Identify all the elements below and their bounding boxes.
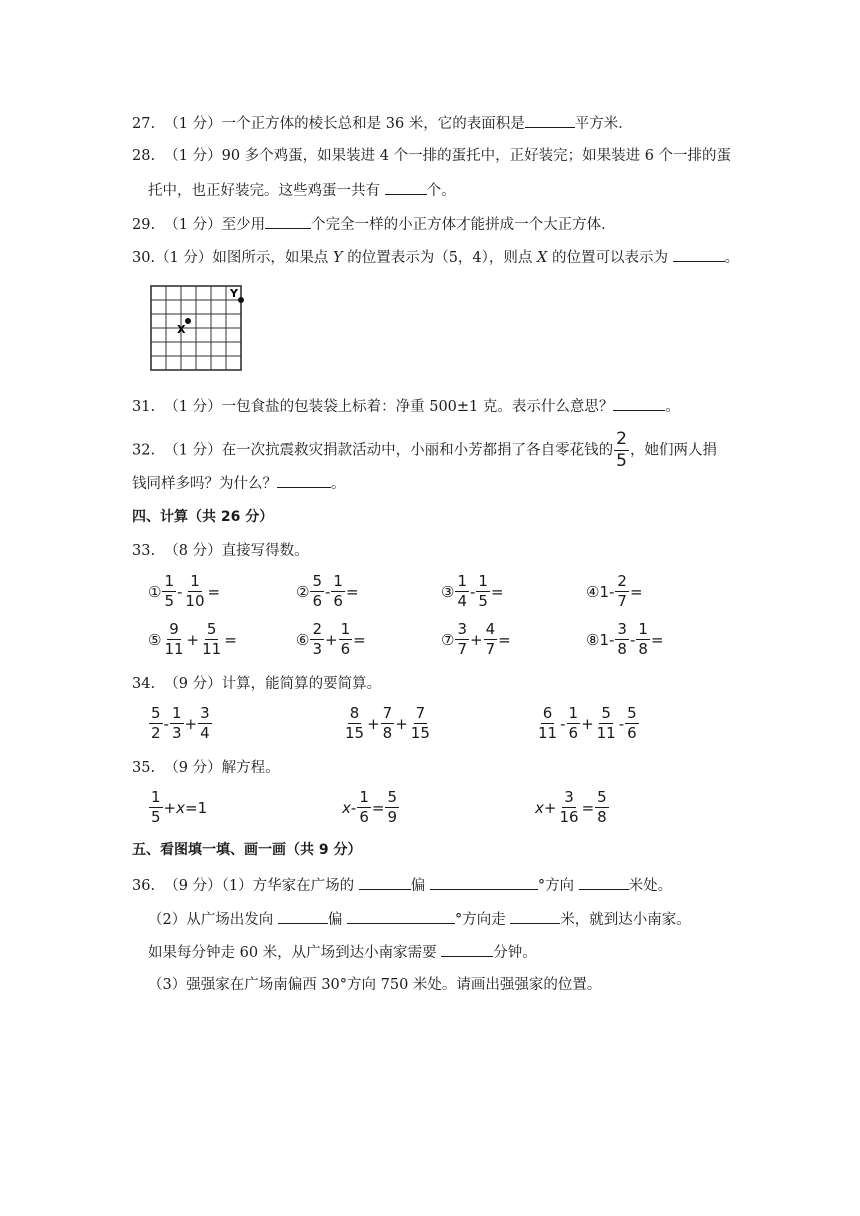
item-index: ⑥ — [296, 630, 310, 649]
operator: - — [177, 582, 183, 601]
operator: - — [163, 714, 169, 733]
fraction: $\frac{2}{7}$ — [617, 572, 627, 610]
fraction: $\frac{5}{6}$ — [627, 704, 637, 742]
operator: = — [345, 582, 359, 601]
fraction: $\frac{3}{8}$ — [617, 620, 627, 658]
operator: + — [395, 714, 408, 733]
operator: = — [353, 630, 366, 649]
fraction: $\frac{5}{9}$ — [387, 788, 397, 826]
coordinate-grid — [150, 285, 250, 373]
operator: = — [224, 630, 237, 649]
fraction: $\frac{3}{4}$ — [200, 704, 210, 742]
fraction: $\frac{1}{6}$ — [359, 788, 369, 826]
operator: + — [581, 714, 594, 733]
question-31: 31. （1 分）一包食盐的包装袋上标着：净重 500±1 克。表示什么意思？ 。 — [132, 395, 680, 417]
fraction: $\frac{4}{7}$ — [485, 620, 496, 658]
fraction: $\frac{1}{8}$ — [638, 620, 648, 658]
question-32: 32. （1 分）在一次抗震救灾捐款活动中，小丽和小芳都捐了各自零花钱的 $\frac{2}{5}$ ，她们两人捐 — [132, 429, 717, 471]
label-y: Y — [230, 287, 238, 300]
variable: x — [342, 798, 351, 817]
expression — [296, 621, 366, 658]
fraction: $\frac{3}{7}$ — [457, 620, 467, 658]
expression — [148, 573, 220, 610]
question-34: 34. （9 分）计算，能简算的要简算。 — [132, 676, 382, 692]
fraction: $\frac{1}{6}$ — [333, 572, 343, 610]
operator: - — [629, 630, 636, 649]
expression — [535, 705, 640, 742]
fraction: $\frac{3}{16}$ — [559, 788, 579, 826]
fraction: $\frac{6}{11}$ — [538, 704, 558, 742]
question-36-part3: （3）强强家在广场南偏西 30°方向 750 米处。请画出强强家的位置。 — [148, 977, 602, 993]
fraction: $\frac{5}{8}$ — [597, 788, 607, 826]
fraction: $\frac{5}{11}$ — [202, 620, 222, 658]
fraction: $\frac{7}{15}$ — [410, 704, 430, 742]
item-index: ② — [296, 582, 310, 601]
operator: = — [498, 630, 511, 649]
operator: - — [325, 582, 331, 601]
expression — [342, 705, 433, 742]
answer-blank[interactable] — [278, 908, 328, 924]
fraction: $\frac{8}{15}$ — [345, 704, 365, 742]
expression — [586, 573, 643, 610]
answer-blank[interactable] — [430, 874, 538, 890]
expression — [296, 573, 359, 610]
operator: 1 — [197, 798, 208, 817]
answer-blank[interactable] — [510, 908, 560, 924]
answer-blank[interactable] — [613, 395, 665, 411]
answer-blank[interactable] — [385, 179, 427, 195]
item-index: ⑧ — [586, 630, 600, 649]
question-35: 35. （9 分）解方程。 — [132, 760, 280, 776]
operator: - — [560, 714, 566, 733]
fraction: $\frac{7}{8}$ — [382, 704, 393, 742]
operator: + — [543, 798, 557, 817]
operator: + — [163, 798, 177, 817]
question-33: 33. （8 分）直接写得数。 — [132, 543, 309, 559]
fraction: $\frac{5}{2}$ — [151, 704, 161, 742]
operator: = — [650, 630, 664, 649]
operator: 1 — [599, 630, 609, 649]
operator: - — [350, 798, 357, 817]
operator: - — [618, 714, 625, 733]
fraction: $\frac{1}{6}$ — [340, 620, 351, 658]
expression — [535, 789, 610, 826]
point-y — [238, 297, 244, 303]
question-36-part2-cont: 如果每分钟走 60 米，从广场到达小南家需要 分钟。 — [148, 941, 537, 963]
question-30: 30.（1 分）如图所示，如果点 Y 的位置表示为（5，4），则点 X 的位置可以表示为 。 — [132, 246, 739, 268]
item-index: ⑦ — [441, 630, 455, 649]
fraction: $\frac{2}{5}$ — [616, 429, 627, 471]
question-27: 27. （1 分）一个正方体的棱长总和是 36 米，它的表面积是 平方米． — [132, 112, 633, 134]
operator: - — [609, 630, 615, 649]
operator: - — [609, 582, 615, 601]
question-36: 36. （9 分）（1）方华家在广场的 偏 °方向 米处。 — [132, 874, 672, 896]
item-index: ④ — [586, 582, 600, 601]
variable: x — [535, 798, 544, 817]
fraction: $\frac{1}{5}$ — [151, 788, 161, 826]
operator: = — [581, 798, 595, 817]
answer-blank[interactable] — [579, 874, 629, 890]
fraction: $\frac{1}{6}$ — [568, 704, 579, 742]
answer-blank[interactable] — [441, 941, 493, 957]
fraction: $\frac{1}{10}$ — [185, 572, 205, 610]
expression — [148, 705, 213, 742]
operator: = — [207, 582, 221, 601]
operator: + — [184, 714, 198, 733]
fraction: $\frac{5}{11}$ — [596, 704, 616, 742]
item-index: ③ — [441, 582, 455, 601]
expression — [441, 621, 511, 658]
question-32-cont: 钱同样多吗？为什么？ 。 — [132, 472, 346, 494]
operator: = — [629, 582, 643, 601]
fraction: $\frac{2}{3}$ — [312, 620, 322, 658]
answer-blank[interactable] — [673, 246, 725, 262]
fraction: $\frac{9}{11}$ — [164, 620, 184, 658]
fraction: $\frac{1}{4}$ — [457, 572, 467, 610]
expression — [441, 573, 504, 610]
section-heading-5: 五、看图填一填、画一画（共 9 分） — [132, 842, 362, 858]
expression — [586, 621, 664, 658]
expression — [148, 621, 237, 658]
operator: + — [325, 630, 338, 649]
operator: = — [185, 798, 198, 817]
operator: 1 — [599, 582, 609, 601]
operator: = — [490, 582, 504, 601]
item-index: ① — [148, 582, 162, 601]
section-heading-4: 四、计算（共 26 分） — [132, 509, 274, 525]
label-x: X — [177, 323, 186, 336]
point-x — [185, 318, 191, 324]
answer-blank[interactable] — [277, 472, 331, 488]
answer-blank[interactable] — [347, 908, 455, 924]
item-index: ⑤ — [148, 630, 162, 649]
answer-blank[interactable] — [525, 112, 575, 128]
question-36-part2: （2）从广场出发向 偏 °方向走 米，就到达小南家。 — [148, 908, 691, 930]
fraction: $\frac{1}{5}$ — [164, 572, 174, 610]
operator: = — [371, 798, 385, 817]
operator: + — [470, 630, 483, 649]
operator: + — [186, 630, 200, 649]
operator: + — [367, 714, 380, 733]
fraction: $\frac{1}{5}$ — [478, 572, 488, 610]
answer-blank[interactable] — [265, 213, 311, 229]
expression — [148, 789, 207, 826]
question-28: 28. （1 分）90 多个鸡蛋，如果装进 4 个一排的蛋托中，正好装完；如果装进 6 个一排的蛋 — [132, 148, 732, 164]
operator: - — [470, 582, 476, 601]
variable: x — [176, 798, 186, 817]
answer-blank[interactable] — [359, 874, 411, 890]
question-28-cont: 托中，也正好装完。这些鸡蛋一共有 个。 — [148, 179, 456, 201]
fraction: $\frac{1}{3}$ — [171, 704, 182, 742]
expression — [342, 789, 400, 826]
question-29: 29. （1 分）至少用 个完全一样的小正方体才能拼成一个大正方体． — [132, 213, 616, 235]
fraction: $\frac{5}{6}$ — [312, 572, 322, 610]
